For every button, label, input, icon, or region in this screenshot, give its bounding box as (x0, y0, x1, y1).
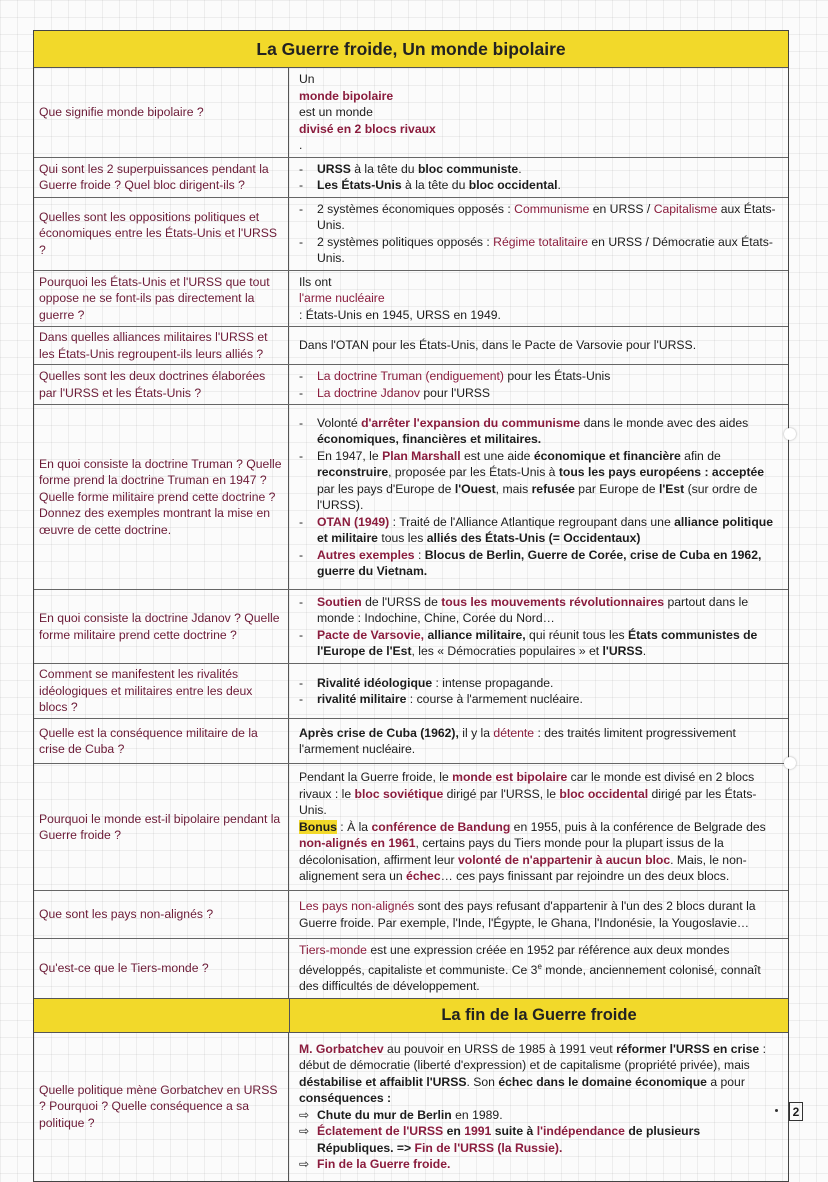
section-header (34, 998, 788, 1033)
question-cell: Dans quelles alliances militaires l'URSS et les États-Unis regroupent-ils leurs alliés ? (34, 327, 289, 364)
table-row (34, 68, 788, 157)
question-cell: Quelles sont les deux doctrines élaborées par l'URSS et les États-Unis ? (34, 365, 289, 404)
qa-table (34, 68, 788, 998)
qa-table-2 (34, 1033, 788, 1181)
question-cell: Que sont les pays non-alignés ? (34, 891, 289, 938)
question-cell: Qu'est-ce que le Tiers-monde ? (34, 939, 289, 998)
answer-cell: - 2 systèmes économiques opposés : Communisme en URSS / Capitalisme aux États-Unis. - 2 systèmes politiques opposés : Régime totalitaire en URSS / Démocratie aux États-Unis. (299, 201, 776, 265)
table-row (34, 663, 788, 718)
answer-cell: - Rivalité idéologique : intense propagande. - rivalité militaire : course à l'armement nucléaire. (299, 675, 583, 706)
table-row (34, 763, 788, 890)
answer-cell: Ils ont l'arme nucléaire : États-Unis en 1945, URSS en 1949. (299, 274, 501, 322)
question-cell: Comment se manifestent les rivalités idéologiques et militaires entre les deux blocs ? (34, 664, 289, 718)
question-cell: Pourquoi le monde est-il bipolaire pendant la Guerre froide ? (34, 764, 289, 890)
answer-cell: - La doctrine Truman (endiguement) pour les États-Unis - La doctrine Jdanov pour l'URSS (299, 369, 611, 400)
punch-hole (784, 428, 796, 440)
question-cell: Que signifie monde bipolaire ? (34, 68, 289, 157)
question-cell: Quelle politique mène Gorbatchev en URSS ? Pourquoi ? Quelle conséquence a sa politique ? (34, 1033, 289, 1181)
table-row (34, 404, 788, 589)
answer-cell: Les pays non-alignés sont des pays refusant d'appartenir à l'un des 2 blocs durant la Guerre froide. Par exemple, l'Inde, l'Égypte, le Ghana, l'Indonésie, la Yougoslavie… (299, 899, 756, 930)
table-row (34, 589, 788, 663)
page-number: 2 (789, 1102, 803, 1121)
table-row (34, 326, 788, 364)
question-cell: En quoi consiste la doctrine Jdanov ? Quelle forme militaire prend cette doctrine ? (34, 590, 289, 663)
question-cell: Qui sont les 2 superpuissances pendant la Guerre froide ? Quel bloc dirigent-ils ? (34, 158, 289, 197)
page-title: La Guerre froide, Un monde bipolaire (34, 31, 788, 68)
table-row (34, 157, 788, 197)
answer-cell: Pendant la Guerre froide, le monde est bipolaire car le monde est divisé en 2 blocs rivaux : le bloc soviétique dirigé par l'URSS, le bloc occidental dirigé par les États-Unis. Bonus : À la conférence de Bandung en 1955, puis à la conférence de Belgrade des non-alignés en 1961, certains pays du Tiers monde pour la plupart issus de la décolonisation, affirment leur volonté de n'appartenir à aucun bloc. Mais, le non-alignement sera un échec… ces pays finissant par rejoindre un des deux blocs. (299, 770, 766, 884)
table-row (34, 890, 788, 938)
table-row (34, 938, 788, 998)
table-row (34, 270, 788, 327)
answer-cell: Tiers-monde est une expression créée en 1952 par référence aux deux mondes développés, capitaliste et communiste. Ce 3e monde, anciennement colonisé, connaît des difficultés de développement. (299, 943, 761, 994)
punch-hole (784, 757, 796, 769)
table-row (34, 197, 788, 270)
answer-cell: - Volonté d'arrêter l'expansion du communisme dans le monde avec des aides économiques, financières et militaires. - En 1947, le Plan Marshall est une aide économique et financière afin de reconstruire, proposée par les États-Unis à tous les pays européens : acceptée par les pays d'Europe de l'Ouest, mais refusée par Europe de l'Est (sur ordre de l'URSS). - OTAN (1949) : Traité de l'Alliance Atlantique regroupant dans une alliance politique et militaire tous les alliés des États-Unis (= Occidentaux) - Autres exemples : Blocus de Berlin, Guerre de Corée, crise de Cuba en 1962, guerre du Vietnam. (299, 415, 773, 578)
table-row (34, 718, 788, 763)
answer-cell: M. Gorbatchev au pouvoir en URSS de 1985 à 1991 veut réformer l'URSS en crise : début de démocratie (liberté d'expression) et de capitalisme (propriété privée), mais déstabilise et affaiblit l'URSS. Son échec dans le domaine économique a pour conséquences : ⇨ Chute du mur de Berlin en 1989. ⇨ Éclatement de l'URSS en 1991 suite à l'indépendance de plusieurs Républiques. => Fin de l'URSS (la Russie). ⇨ Fin de la Guerre froide. (299, 1041, 766, 1172)
table-row (34, 364, 788, 404)
answer-cell: - URSS à la tête du bloc communiste. - Les États-Unis à la tête du bloc occidental. (299, 161, 561, 192)
table-row (34, 1033, 788, 1181)
document-sheet (33, 30, 789, 1182)
section-header-left (34, 999, 290, 1032)
answer-cell: Après crise de Cuba (1962), il y la détente : des traités limitent progressivement l'armement nucléaire. (299, 725, 736, 756)
question-cell: Quelles sont les oppositions politiques et économiques entre les États-Unis et l'URSS ? (34, 198, 289, 270)
question-cell: Pourquoi les États-Unis et l'URSS que tout oppose ne se font-ils pas directement la guerre ? (34, 271, 289, 327)
question-cell: En quoi consiste la doctrine Truman ? Quelle forme prend la doctrine Truman en 1947 ? Quelle forme militaire prend cette doctrine ? Donnez des exemples montrant la mise en œuvre de cette doctrine. (34, 405, 289, 589)
section-title: La fin de la Guerre froide (290, 999, 788, 1032)
dot-mark (775, 1109, 778, 1112)
answer-cell: Un monde bipolaire est un monde divisé en 2 blocs rivaux . (299, 72, 436, 152)
answer-cell: Dans l'OTAN pour les États-Unis, dans le Pacte de Varsovie pour l'URSS. (299, 338, 697, 353)
answer-cell: - Soutien de l'URSS de tous les mouvements révolutionnaires partout dans le monde : Indochine, Chine, Corée du Nord… - Pacte de Varsovie, alliance militaire, qui réunit tous les États communistes de l'Europe de l'Est, les « Démocraties populaires » et l'URSS. (299, 594, 758, 658)
question-cell: Quelle est la conséquence militaire de la crise de Cuba ? (34, 719, 289, 763)
